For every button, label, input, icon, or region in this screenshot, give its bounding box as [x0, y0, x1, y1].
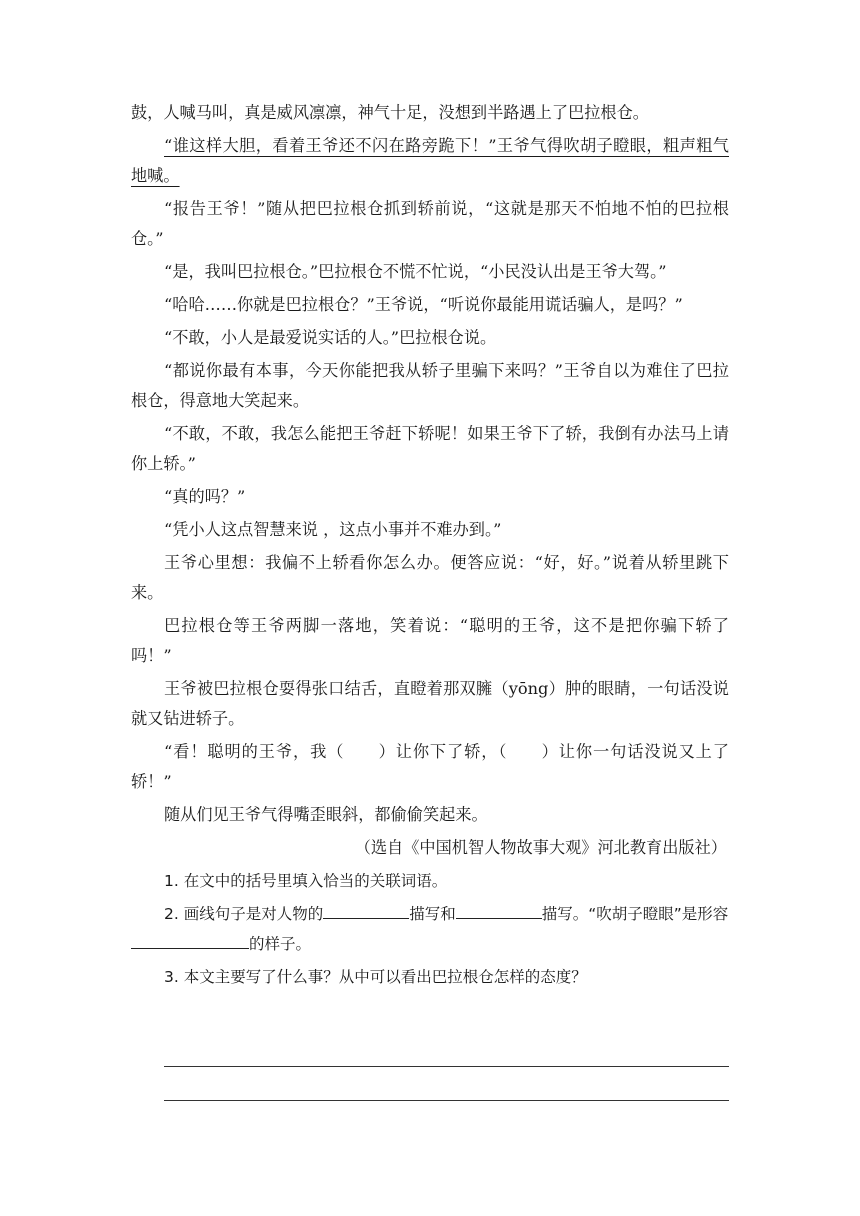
answer-blank-1[interactable]	[323, 900, 409, 919]
answer-line-1[interactable]	[164, 1066, 729, 1067]
paragraph: “真的吗？”	[164, 487, 246, 506]
passage-body	[131, 98, 729, 995]
paragraph: “报告王爷！”随从把巴拉根仓抓到轿前说，“这就是那天不怕地不怕的巴拉根仓。”	[131, 199, 729, 248]
paragraph: 王爷心里想：我偏不上轿看你怎么办。便答应说：“好，好。”说着从轿里跳下来。	[131, 553, 729, 602]
paragraph: “是，我叫巴拉根仓。”巴拉根仓不慌不忙说，“小民没认出是王爷大驾。”	[164, 262, 667, 281]
paragraph: “凭小人这点智慧来说 ，这点小事并不难办到。”	[164, 520, 502, 539]
answer-blank-2[interactable]	[456, 900, 542, 919]
underlined-sentence	[131, 131, 729, 191]
question-2-part-a: 2. 画线句子是对人物的	[164, 905, 324, 923]
paragraph-with-blanks[interactable]: “看！聪明的王爷，我（ ）让你下了轿，（ ）让你一句话没说又上了轿！”	[131, 742, 729, 791]
question-2	[131, 899, 729, 959]
question-2-part-d: 的样子。	[249, 935, 312, 953]
question-2-part-c: 描写。“吹胡子瞪眼”是形容	[541, 905, 729, 923]
paragraph: “都说你最有本事，今天你能把我从轿子里骗下来吗？”王爷自以为难住了巴拉根仓，得意地大笑起来。	[131, 361, 729, 410]
question-1: 1. 在文中的括号里填入恰当的关联词语。	[164, 872, 448, 890]
underlined-text: “谁这样大胆，看着王爷还不闪在路旁跪下！”王爷气得吹胡子瞪眼，粗声粗气地喊。	[131, 136, 729, 185]
paragraph: 巴拉根仓等王爷两脚一落地，笑着说：“聪明的王爷，这不是把你骗下轿了吗！”	[131, 616, 729, 665]
source-citation: （选自《中国机智人物故事大观》河北教育出版社）	[354, 838, 727, 857]
paragraph: 鼓，人喊马叫，真是威风凛凛，神气十足，没想到半路遇上了巴拉根仓。	[131, 103, 649, 122]
paragraph: “哈哈……你就是巴拉根仓？”王爷说，“听说你最能用谎话骗人，是吗？”	[164, 295, 683, 314]
paragraph: “不敢，不敢，我怎么能把王爷赶下轿呢！如果王爷下了轿，我倒有办法马上请你上轿。”	[131, 424, 729, 473]
paragraph: 王爷被巴拉根仓耍得张口结舌，直瞪着那双臃（yōng）肿的眼睛，一句话没说就又钻进轿子。	[131, 679, 729, 728]
question-2-part-b: 描写和	[409, 905, 456, 923]
answer-line-2[interactable]	[164, 1100, 729, 1101]
paragraph: “不敢，小人是最爱说实话的人。”巴拉根仓说。	[164, 328, 497, 347]
paragraph: 随从们见王爷气得嘴歪眼斜，都偷偷笑起来。	[164, 805, 488, 824]
answer-blank-3[interactable]	[131, 930, 249, 949]
question-3: 3. 本文主要写了什么事？从中可以看出巴拉根仓怎样的态度？	[164, 968, 587, 986]
